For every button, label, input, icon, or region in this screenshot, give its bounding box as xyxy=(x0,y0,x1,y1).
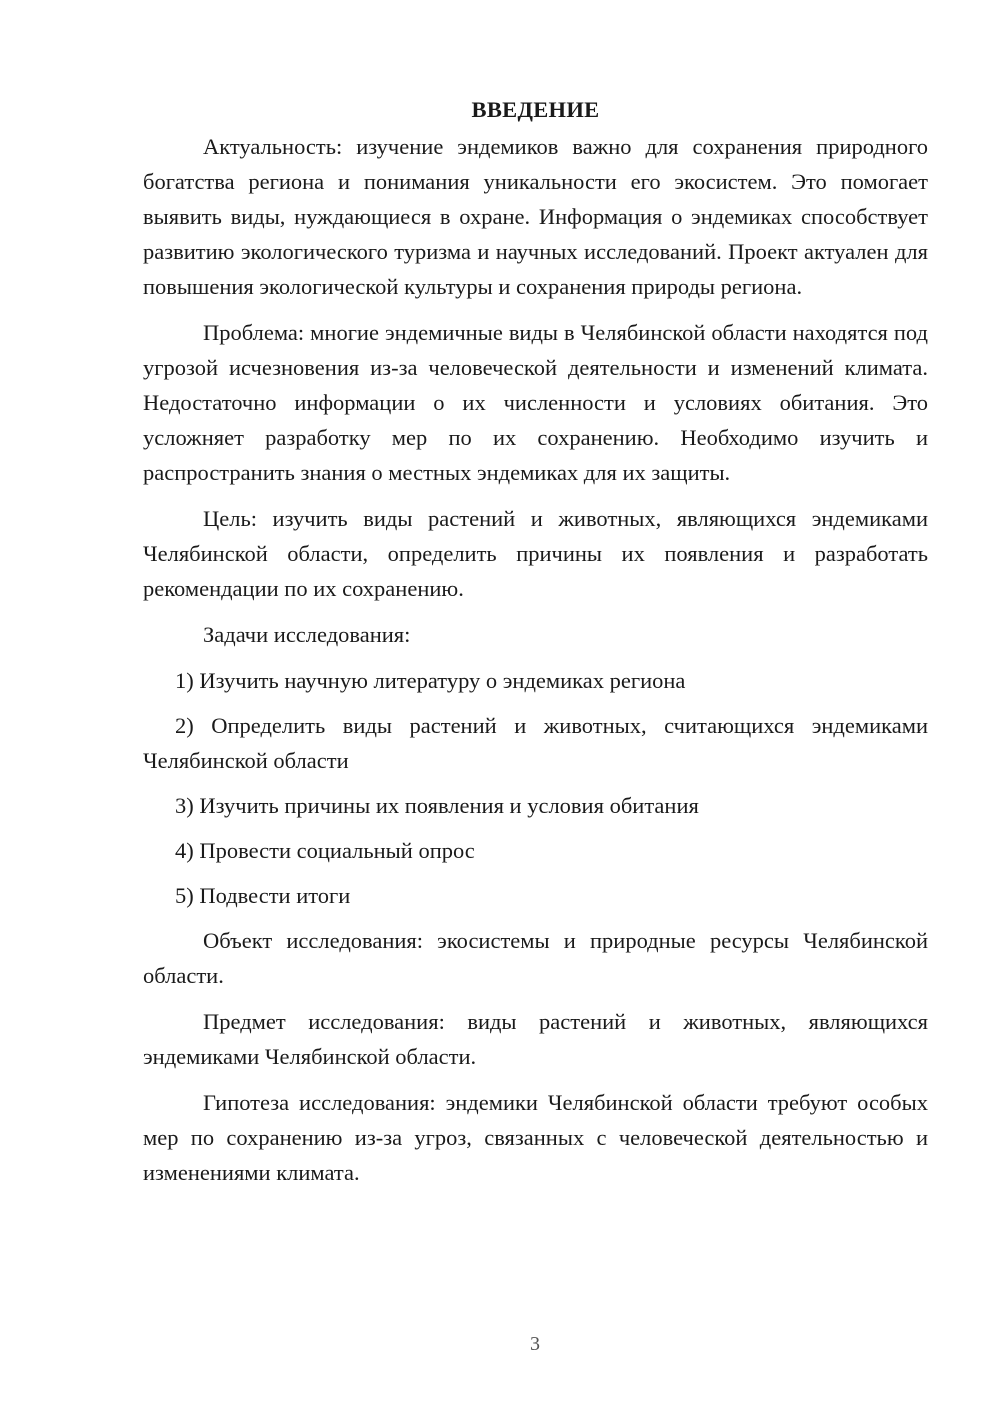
paragraph-subject: Предмет исследования: виды растений и животных, являющихся эндемиками Челябинской области. xyxy=(143,1009,928,1069)
list-item: 1) Изучить научную литературу о эндемиках региона xyxy=(175,668,686,693)
list-item: 4) Провести социальный опрос xyxy=(175,838,475,863)
list-item: 5) Подвести итоги xyxy=(175,883,351,908)
paragraph-object: Объект исследования: экосистемы и природные ресурсы Челябинской области. xyxy=(143,928,928,988)
list-item: 2) Определить виды растений и животных, считающихся эндемиками Челябинской области xyxy=(143,713,928,773)
paragraph-relevance: Актуальность: изучение эндемиков важно для сохранения природного богатства региона и понимания уникальности его экосистем. Это помогает выявить виды, нуждающиеся в охране. Информация о эндемиках способствует развитию экологического туризма и научных исследований. Проект актуален для повышения экологической культуры и сохранения природы региона. xyxy=(143,134,928,299)
page-number: 3 xyxy=(530,1333,540,1355)
tasks-heading: Задачи исследования: xyxy=(203,622,411,647)
paragraph-problem: Проблема: многие эндемичные виды в Челябинской области находятся под угрозой исчезновения из-за человеческой деятельности и изменений климата. Недостаточно информации о их численности и условиях обитания. Это усложняет разработку мер по их сохранению. Необходимо изучить и распространить знания о местных эндемиках для их защиты. xyxy=(143,320,928,485)
paragraph-goal: Цель: изучить виды растений и животных, являющихся эндемиками Челябинской области, определить причины их появления и разработать рекомендации по их сохранению. xyxy=(143,506,928,601)
paragraph-hypothesis: Гипотеза исследования: эндемики Челябинской области требуют особых мер по сохранению из-за угроз, связанных с человеческой деятельностью и изменениями климата. xyxy=(143,1090,928,1185)
list-item: 3) Изучить причины их появления и условия обитания xyxy=(175,793,699,818)
tasks-list xyxy=(143,663,928,913)
page-title: ВВЕДЕНИЕ xyxy=(471,97,600,122)
document-page xyxy=(143,92,928,1201)
